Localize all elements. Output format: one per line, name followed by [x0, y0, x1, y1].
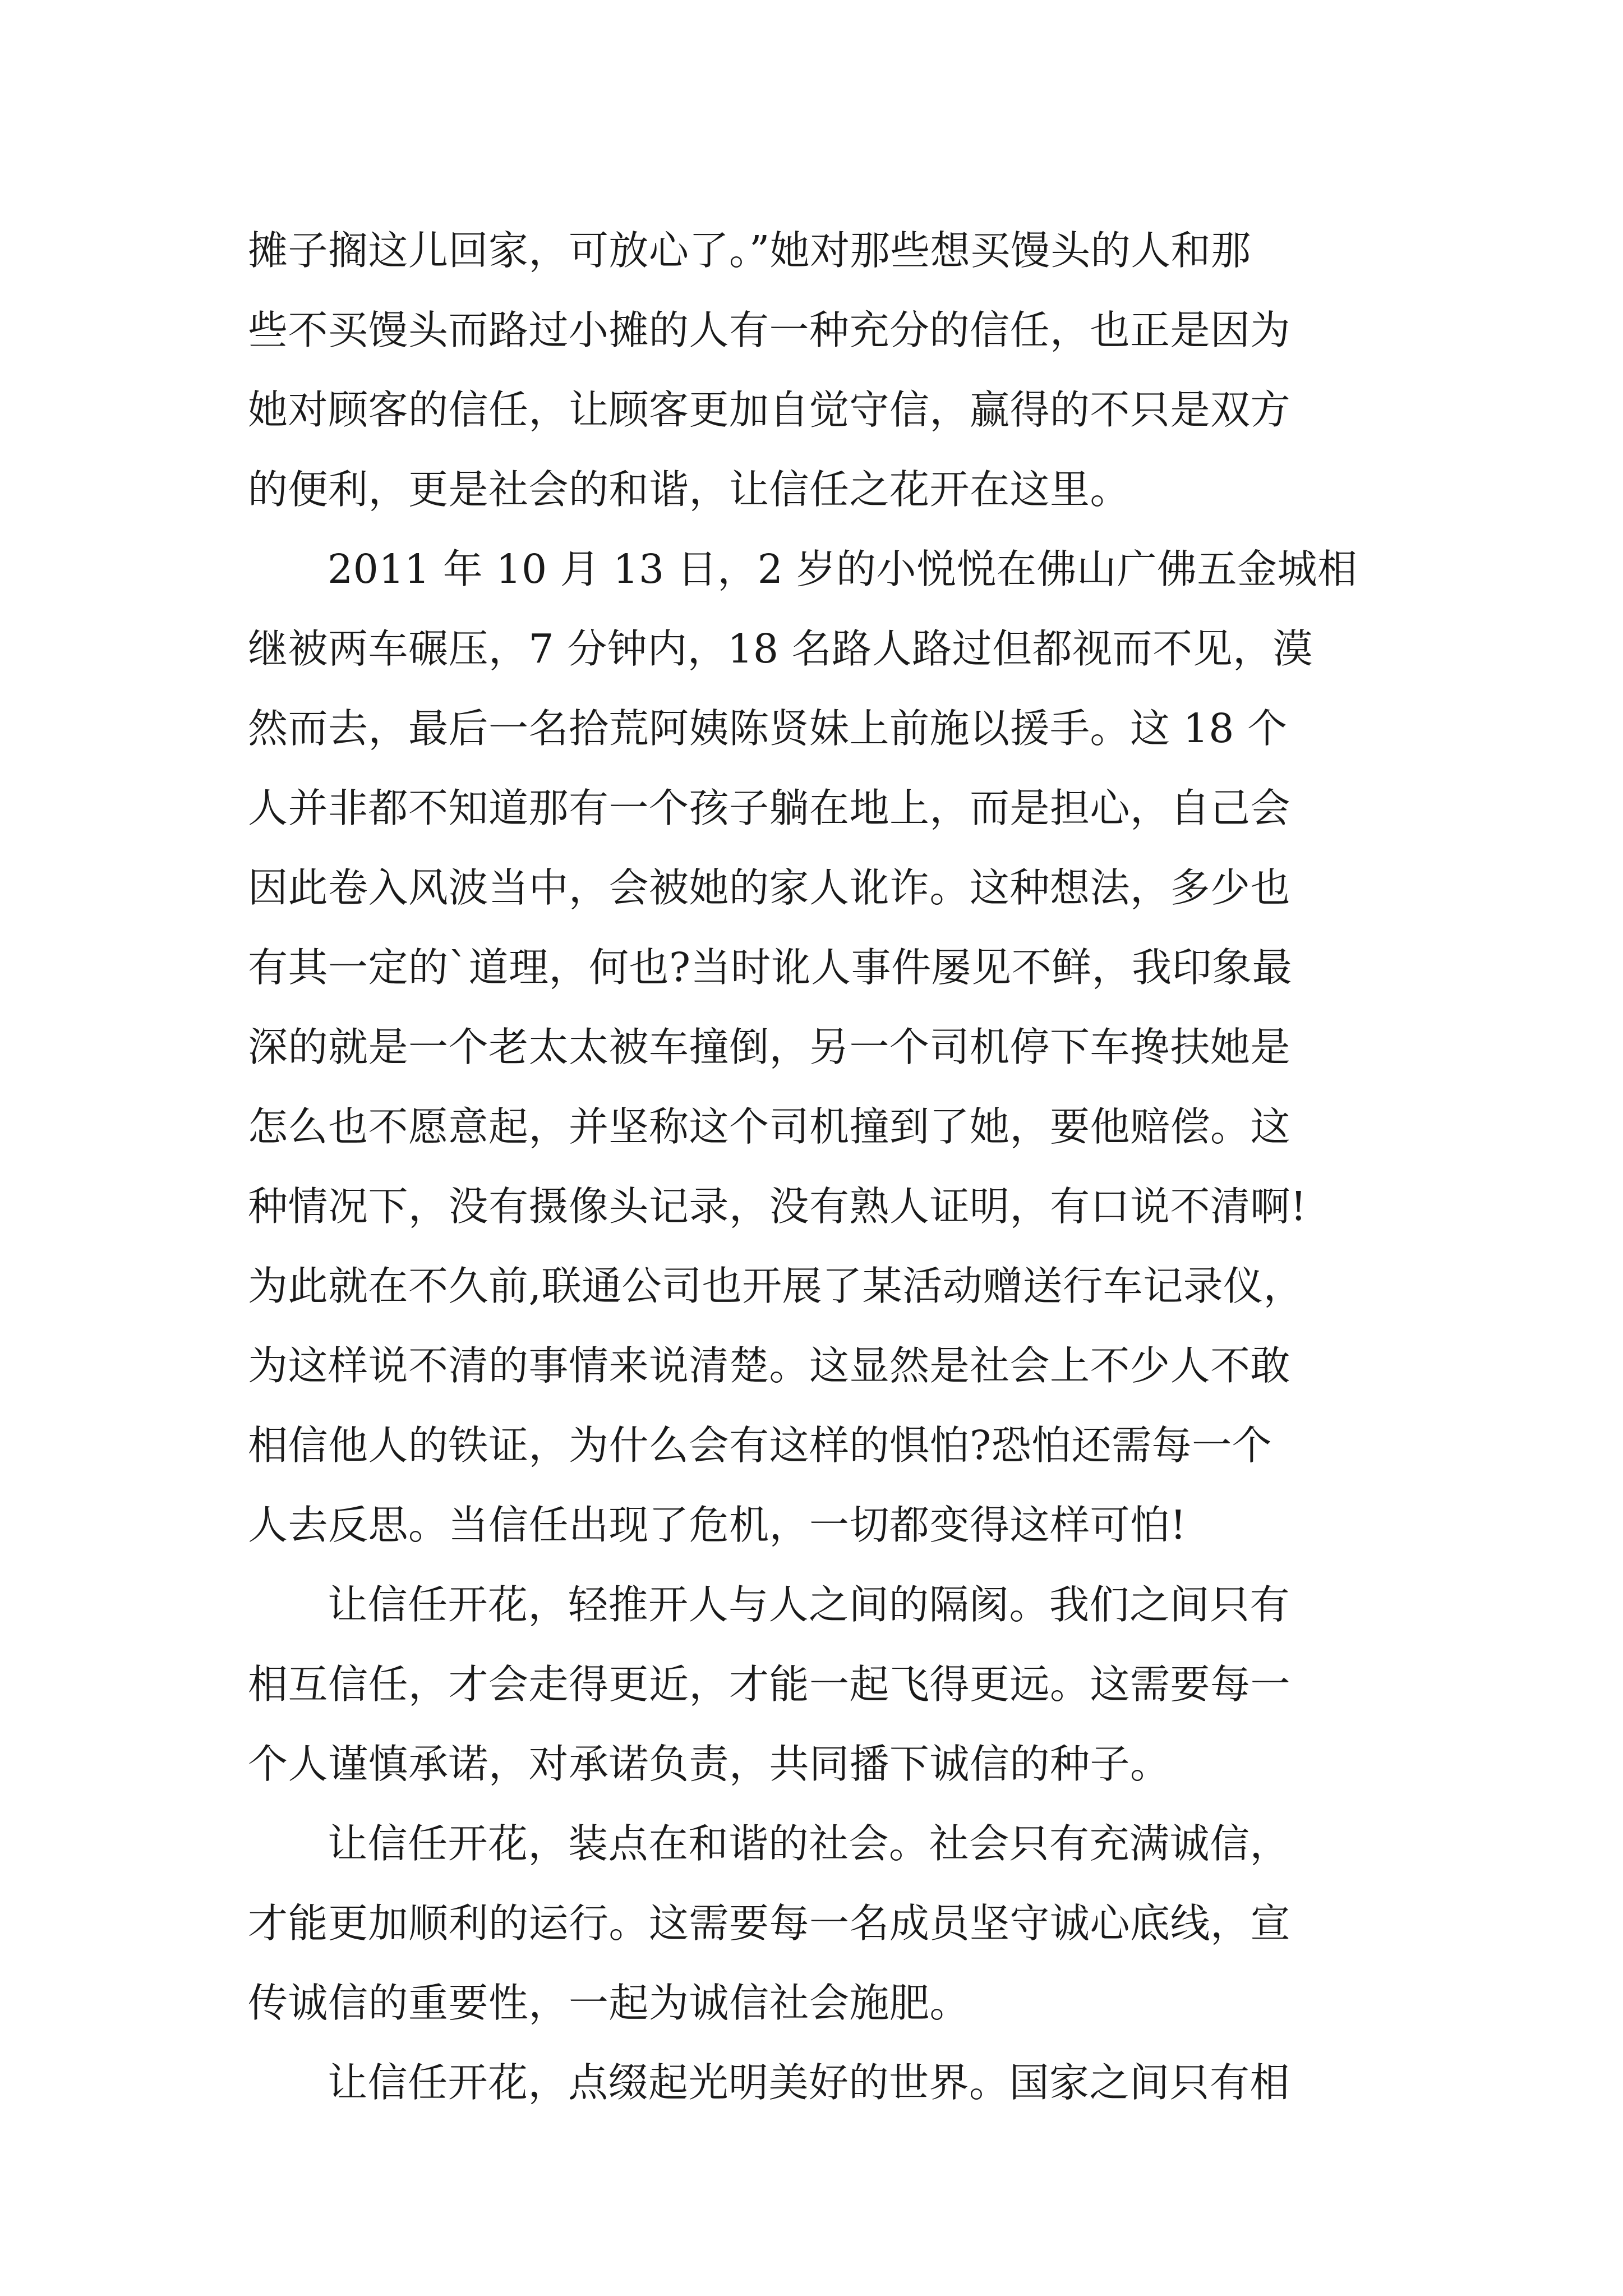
text-line: 相信他人的铁证，为什么会有这样的惧怕?恐怕还需每一个 — [248, 1422, 1272, 1469]
text-line: 然而去，最后一名拾荒阿姨陈贤妹上前施以援手。这 18 个 — [248, 705, 1288, 752]
text-line: 的便利，更是社会的和谐，让信任之花开在这里。 — [248, 466, 1131, 513]
body-text — [248, 211, 1381, 2123]
text-line: 让信任开花，轻推开人与人之间的隔阂。我们之间只有 — [328, 1581, 1290, 1628]
text-line: 怎么也不愿意起，并坚称这个司机撞到了她，要他赔偿。这 — [248, 1103, 1291, 1150]
text-line: 深的就是一个老太太被车撞倒，另一个司机停下车搀扶她是 — [248, 1024, 1291, 1070]
text-line: 人并非都不知道那有一个孩子躺在地上，而是担心，自己会 — [248, 785, 1291, 831]
text-line: 因此卷入风波当中，会被她的家人讹诈。这种想法，多少也 — [248, 864, 1291, 911]
text-line: 为这样说不清的事情来说清楚。这显然是社会上不少人不敢 — [248, 1342, 1291, 1389]
text-line: 让信任开花，装点在和谐的社会。社会只有充满诚信， — [328, 1820, 1290, 1867]
text-line: 才能更加顺利的运行。这需要每一名成员坚守诚心底线，宣 — [248, 1900, 1291, 1947]
text-line: 相互信任，才会走得更近，才能一起飞得更远。这需要每一 — [248, 1661, 1291, 1708]
text-line: 让信任开花，点缀起光明美好的世界。国家之间只有相 — [328, 2059, 1290, 2106]
text-line: 为此就在不久前,联通公司也开展了某活动赠送行车记录仪， — [248, 1263, 1304, 1309]
text-line: 她对顾客的信任，让顾客更加自觉守信，赢得的不只是双方 — [248, 386, 1291, 433]
text-line: 2011 年 10 月 13 日，2 岁的小悦悦在佛山广佛五金城相 — [328, 546, 1358, 592]
text-line: 传诚信的重要性，一起为诚信社会施肥。 — [248, 1980, 970, 2026]
text-line: 种情况下，没有摄像头记录，没有熟人证明，有口说不清啊! — [248, 1183, 1307, 1230]
text-line: 些不买馒头而路过小摊的人有一种充分的信任，也正是因为 — [248, 307, 1291, 353]
text-line: 人去反思。当信任出现了危机，一切都变得这样可怕! — [248, 1502, 1187, 1548]
text-line: 有其一定的`道理，何也?当时讹人事件屡见不鲜，我印象最 — [248, 944, 1293, 991]
text-line: 继被两车碾压，7 分钟内，18 名路人路过但都视而不见，漠 — [248, 625, 1313, 672]
text-line: 摊子搁这儿回家，可放心了。”她对那些想买馒头的人和那 — [248, 227, 1251, 274]
text-line: 个人谨慎承诺，对承诺负责，共同播下诚信的种子。 — [248, 1741, 1170, 1787]
